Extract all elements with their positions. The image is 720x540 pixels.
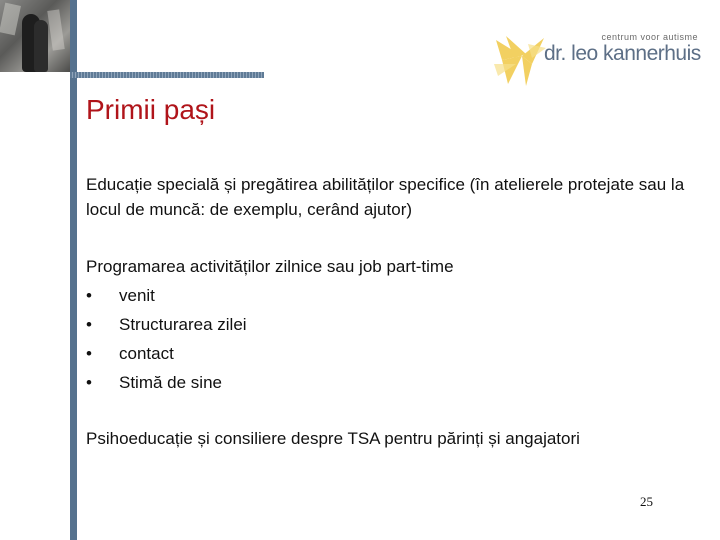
star-logo-icon bbox=[492, 34, 548, 88]
list-item: • contact bbox=[86, 339, 247, 368]
bullet-dot: • bbox=[86, 373, 92, 392]
paragraph-psychoeducation: Psihoeducație și consiliere despre TSA pentru părinți și angajatori bbox=[86, 429, 580, 448]
bullet-dot: • bbox=[86, 344, 92, 363]
bullet-dot: • bbox=[86, 315, 92, 334]
paragraph-special-education: Educație specială și pregătirea abilităților specifice (în atelierele protejate sau la locul de muncă: de exemplu, cerând ajutor) bbox=[86, 175, 685, 219]
logo-subtitle: centrum voor autisme bbox=[601, 32, 698, 42]
corner-photo bbox=[0, 0, 70, 72]
horizontal-accent-bar bbox=[70, 72, 264, 78]
page-number: 25 bbox=[640, 494, 653, 509]
logo bbox=[492, 28, 712, 88]
slide-title: Primii pași bbox=[86, 94, 216, 125]
bullet-dot: • bbox=[86, 286, 92, 305]
paragraph-daily-activities: Programarea activităților zilnice sau job part-time bbox=[86, 257, 454, 276]
bullet-list bbox=[86, 281, 247, 397]
list-item: • Stimă de sine bbox=[86, 368, 247, 397]
list-item: • Structurarea zilei bbox=[86, 310, 247, 339]
list-item: • venit bbox=[86, 281, 247, 310]
photo-figure-right bbox=[34, 20, 48, 72]
logo-name: dr. leo kannerhuis bbox=[544, 42, 701, 65]
vertical-accent-bar bbox=[70, 0, 77, 540]
